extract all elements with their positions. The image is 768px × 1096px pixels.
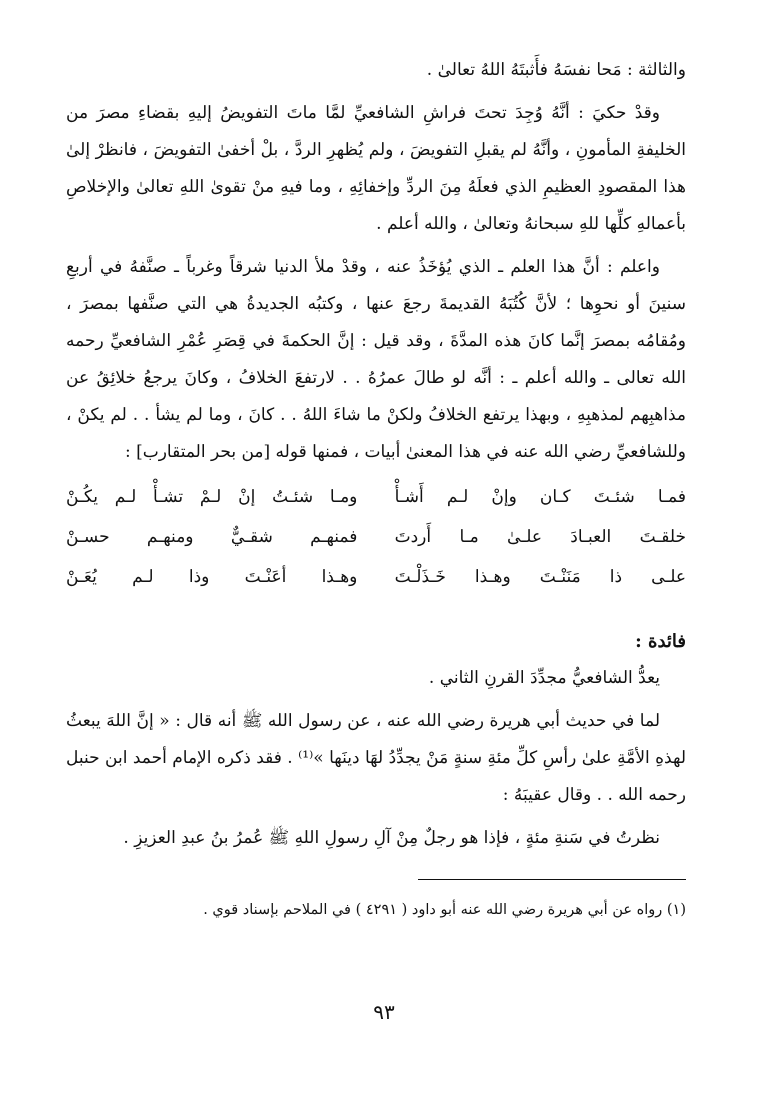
poem [66, 477, 686, 597]
paragraph-story: وقدْ حكيَ : أنَّهُ وُجِدَ تحتَ فراشِ الشافعيِّ لمَّا ماتَ التفويضُ إليهِ بقضاءِ مصرَ من الخليفةِ المأمونِ ، وأنَّهُ لم يقبلِ التفويضَ ، ولم يُظهرِ الردَّ ، بلْ أخفىٰ التفويضَ ، فانظرْ إلىٰ هذا المقصودِ العظيمِ الذي فعلَهُ مِنَ الردِّ وإخفائِهِ ، وما فيهِ منْ تقوىٰ اللهِ تعالىٰ والإخلاصِ بأعمالهِ كلِّها للهِ سبحانهُ وتعالىٰ ، والله أعلم . [66, 103, 686, 234]
poem-first-hemistich: خلقـتَ العبـادَ علـىٰ مـا أَردتَ [394, 527, 686, 547]
poem-first-hemistich: علـى ذا مَنَنْـتَ وهـذا خَـذَلْـتَ [394, 567, 686, 587]
paragraph-knowledge: واعلم : أنَّ هذا العلم ـ الذي يُؤخَذُ عنه ، وقدْ ملأ الدنيا شرقاً وغرباً ـ صنَّفهُ في أربعِ سنينَ أو نحوِها ؛ لأنَّ كُتُبَهُ القديمةَ رجعَ عنها ، وكتبُه الجديدةُ هي التي صنَّفها بمصرَ ، ومُقامُه بمصرَ إنَّما كانَ هذه المدَّةَ ، وقد قيل : إنَّ الحكمةَ في قِصَرِ عُمْرِ الشافعيِّ رحمه الله تعالى ـ والله أعلم ـ : أنَّه لو طالَ عمرُهُ . . لارتفعَ الخلافُ ، وكانَ يرجعُ خلائِقُ عن مذاهبِهم لمذهبِهِ ، وبهذا يرتفع الخلافُ ولكنْ ما شاءَ اللهُ . . كانَ ، وما لم يشأ . . لم يكنْ ، وللشافعيِّ رضي الله عنه في هذا المعنىٰ أبيات ، فمنها قوله [من بحر المتقارب] : [66, 257, 686, 462]
footnote: (١) رواه عن أبي هريرة رضي الله عنه أبو داود ( ٤٢٩١ ) في الملاحم بإسناد قوي . [203, 902, 686, 918]
section-heading-fawaid: فائدة : [635, 631, 686, 652]
poem-second-hemistich: ومـا شئـتُ إنْ لـمْ تشـأْ لـم يكُـنْ [66, 487, 358, 507]
paragraph-third: والثالثة : مَحا نفسَهُ فأَثبتَهُ اللهُ تعالىٰ . [426, 60, 686, 80]
poem-first-hemistich: فمـا شئـتَ كـان وإنْ لـم أَشـأْ [394, 487, 686, 507]
footnote-divider [418, 879, 686, 880]
paragraph-mujaddid: يعدُّ الشافعيُّ مجدِّدَ القرنِ الثاني . [428, 668, 660, 688]
poem-second-hemistich: وهـذا أعَنْـتَ وذا لـم يُعَـنْ [66, 567, 358, 587]
poem-verse [66, 517, 686, 557]
poem-verse [66, 477, 686, 517]
poem-verse [66, 557, 686, 597]
paragraph-hadith: لما في حديث أبي هريرة رضي الله عنه ، عن رسول الله ﷺ أنه قال : « إنَّ اللهَ يبعثُ لهذهِ الأمَّةِ علىٰ رأسِ كلِّ مئةِ سنةٍ مَنْ يجدِّدُ لهَا دينَها »⁽¹⁾ . فقد ذكره الإمام أحمد ابن حنبل رحمه الله . . وقال عقيبَهُ : [66, 711, 686, 805]
page-number: ٩٣ [373, 1000, 395, 1024]
paragraph-umar: نظرتُ في سَنةِ مئةٍ ، فإذا هو رجلٌ مِنْ آلِ رسولِ اللهِ ﷺ عُمرُ بنُ عبدِ العزيزِ . [123, 828, 660, 848]
poem-second-hemistich: فمنهـم شقـيٌّ ومنهـم حسـنْ [66, 527, 358, 547]
